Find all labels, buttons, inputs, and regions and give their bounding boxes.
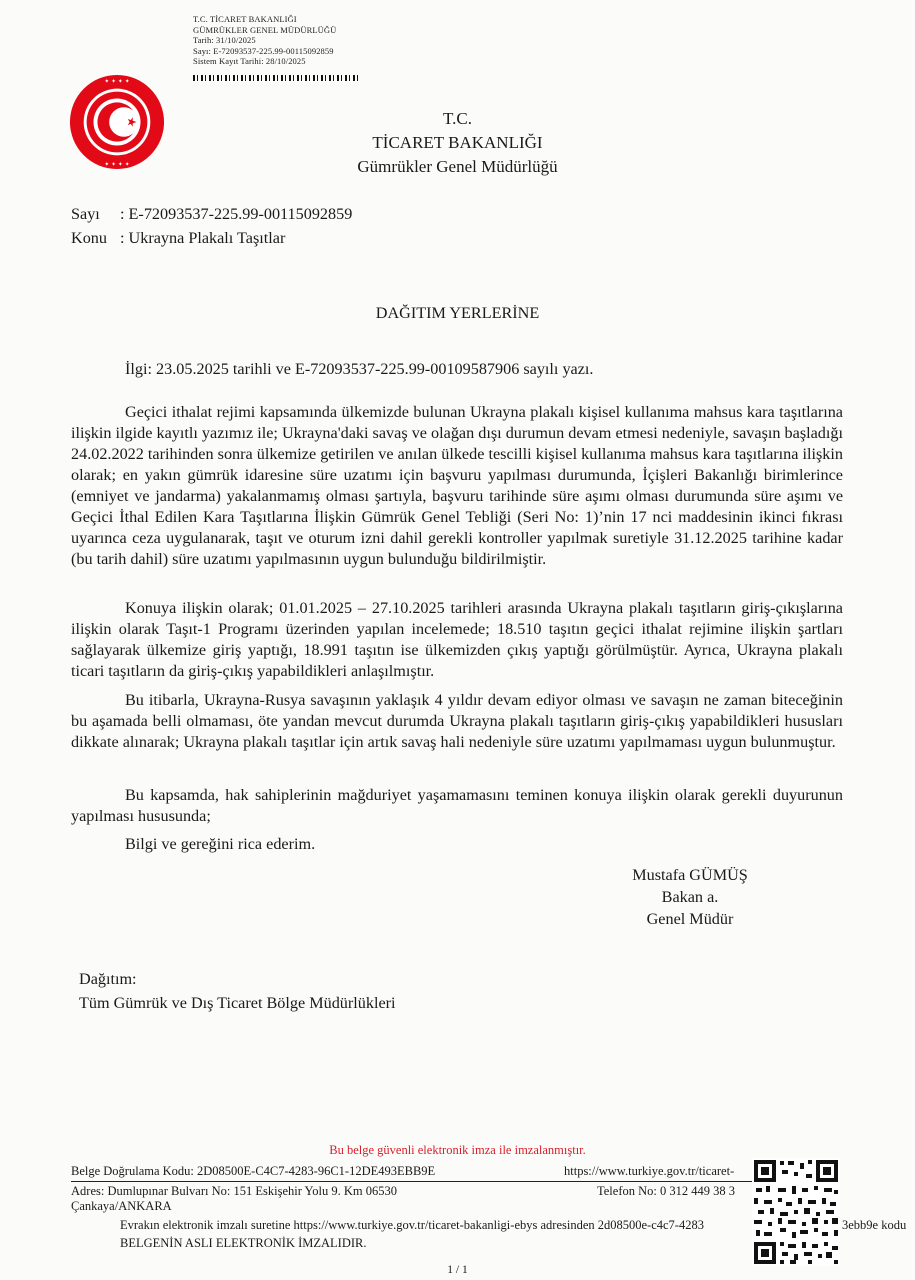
konu-label: Konu	[71, 229, 107, 247]
ebys-note: Evrakın elektronik imzalı suretine https://www.turkiye.gov.tr/ticaret-bakanligi-ebys adresinden 2d08500e-c4c7-4283	[120, 1218, 704, 1232]
footer-divider	[71, 1181, 753, 1182]
paragraph: Geçici ithalat rejimi kapsamında ülkemizde bulunan Ukrayna plakalı kişisel kullanıma mahsus kara taşıtlarına ilişkin ilgide kayıtlı yazımız ile; Ukrayna'daki savaş ve olağan dışı durumun devam etmesi nedeniyle, savaşın başladığı 24.02.2022 tarihinden sonra ülkemize getirilen ve anılan ülkede tescilli kişisel kullanıma mahsus kara taşıtlarına ilişkin olarak; en yakın gümrük idaresine süre uzatımı için başvuru yapılması durumunda, İçişleri Bakanlığı birimlerince (emniyet ve jandarma) yakalanmamış olması şartıyla, başvuru tarihinde süre aşımı olması durumunda süre aşımı ve Geçici İthal Edilen Kara Taşıtlarına İlişkin Gümrük Genel Tebliği (Seri No: 1)’nin 17 nci maddesinin ikinci fıkrası uyarınca ceza uygulanarak, taşıt ve oturum izni dahil gerekli kontroller yapılmak suretiyle 31.12.2025 tarihine kadar (bu tarih dahil) süre uzatımı yapılmasının uygun bulunduğu bildirilmiştir.	[71, 403, 843, 568]
addressee: DAĞITIM YERLERİNE	[375, 304, 540, 322]
signature-block	[595, 864, 785, 930]
ebys-note-tail: 3ebb9e kodu	[842, 1218, 907, 1232]
stamp-line: Tarih: 31/10/2025	[193, 35, 256, 46]
closing-line: Bilgi ve gereğini rica ederim.	[125, 835, 316, 853]
reference-line: İlgi: 23.05.2025 tarihli ve E-72093537-225.99-00109587906 sayılı yazı.	[125, 360, 594, 378]
original-note: BELGENİN ASLI ELEKTRONİK İMZALIDIR.	[120, 1236, 367, 1250]
registry-stamp	[193, 14, 336, 67]
konu-value: : Ukrayna Plakalı Taşıtlar	[120, 229, 286, 247]
distribution-value: Tüm Gümrük ve Dış Ticaret Bölge Müdürlükleri	[79, 994, 396, 1012]
paragraph: Bu kapsamda, hak sahiplerinin mağduriyet yaşamamasını teminen konuya ilişkin olarak gerekli duyurunun yapılması hususunda;	[71, 786, 843, 825]
svg-text:✦ ✦ ✦ ✦: ✦ ✦ ✦ ✦	[104, 162, 130, 169]
sayi-label: Sayı	[71, 205, 100, 223]
verify-url[interactable]: https://www.turkiye.gov.tr/ticaret-	[564, 1164, 735, 1178]
qr-code-icon	[752, 1158, 840, 1266]
header-tc: T.C.	[443, 109, 472, 128]
stamp-line: Sayı: E-72093537-225.99-00115092859	[193, 45, 334, 56]
city: Çankaya/ANKARA	[71, 1199, 172, 1213]
stamp-line: T.C. TİCARET BAKANLIĞI	[193, 14, 297, 24]
address: Adres: Dumlupınar Bulvarı No: 151 Eskişehir Yolu 9. Km 06530	[71, 1184, 398, 1198]
distribution-label: Dağıtım:	[79, 970, 137, 988]
verify-code: Belge Doğrulama Kodu: 2D08500E-C4C7-4283-96C1-12DE493EBB9E	[71, 1164, 436, 1178]
signer-on-behalf: Bakan a.	[661, 888, 719, 906]
esign-notice: Bu belge güvenli elektronik imza ile imzalanmıştır.	[329, 1143, 586, 1157]
phone: Telefon No: 0 312 449 38 3	[597, 1184, 735, 1198]
signer-title: Genel Müdür	[646, 910, 734, 928]
header-directorate: Gümrükler Genel Müdürlüğü	[357, 157, 558, 176]
paragraph: Konuya ilişkin olarak; 01.01.2025 – 27.10.2025 tarihleri arasında Ukrayna plakalı taşıtların giriş-çıkışlarına ilişkin olarak Taşıt-1 Programı üzerinden yapılan incelemede; 18.510 taşıtın geçici ithalat rejimine ilişkin şartları sağlayarak ülkemize giriş yaptığı, 18.991 taşıtın ise ülkemizden çıkış yaptığı görülmüştür. Ayrıca, Ukrayna plakalı ticari taşıtların da giriş-çıkış yapabildikleri anlaşılmıştır.	[71, 599, 843, 680]
stamp-barcode	[193, 75, 361, 81]
stamp-line: Sistem Kayıt Tarihi: 28/10/2025	[193, 56, 306, 67]
sayi-value: : E-72093537-225.99-00115092859	[120, 205, 353, 223]
stamp-line: GÜMRÜKLER GENEL MÜDÜRLÜĞÜ	[193, 24, 337, 35]
svg-text:✦ ✦ ✦ ✦: ✦ ✦ ✦ ✦	[104, 78, 130, 85]
paragraph: Bu itibarla, Ukrayna-Rusya savaşının yaklaşık 4 yıldır devam ediyor olması ve savaşın ne zaman biteceğinin bu aşamada belli olmaması, öte yandan mevcut durumda Ukrayna plakalı taşıtların giriş-çıkış yapabildikleri hususları dikkate alınarak; Ukrayna plakalı taşıtlar için artık savaş hali nedeniyle süre uzatımı yapılmaması uygun bulunmuştur.	[71, 691, 843, 751]
page-number: 1 / 1	[447, 1264, 468, 1276]
signer-name: Mustafa GÜMÜŞ	[632, 866, 748, 884]
header-ministry: TİCARET BAKANLIĞI	[372, 133, 543, 152]
